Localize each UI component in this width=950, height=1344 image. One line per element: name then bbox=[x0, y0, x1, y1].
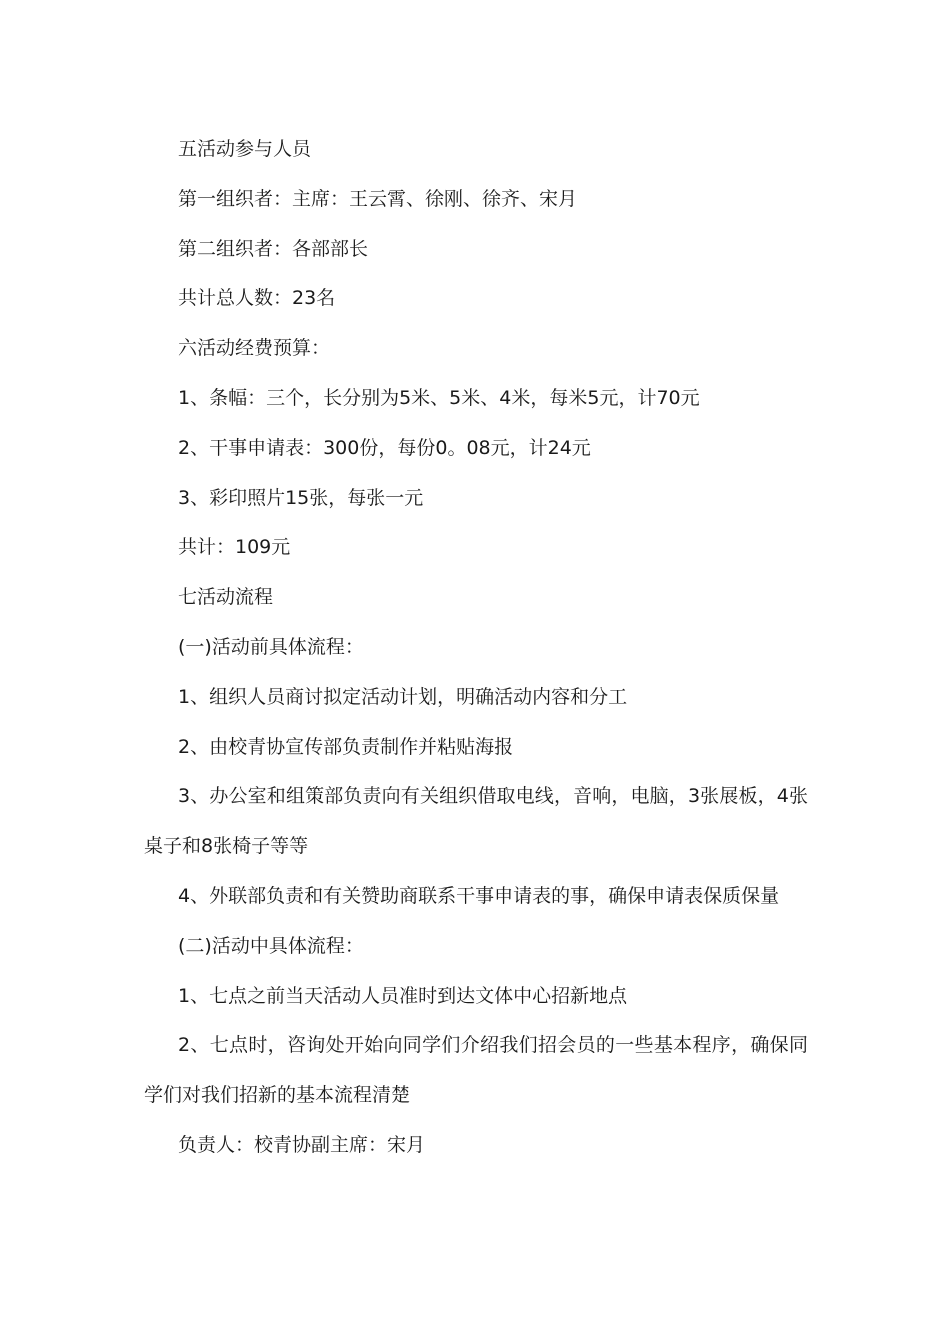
paragraph: 负责人：校青协副主席：宋月 bbox=[178, 1133, 426, 1156]
list-item: 1、七点之前当天活动人员准时到达文体中心招新地点 bbox=[178, 984, 628, 1007]
list-item: 2、由校青协宣传部负责制作并粘贴海报 bbox=[178, 735, 514, 758]
list-item: 2、七点时，咨询处开始向同学们介绍我们招会员的一些基本程序，确保同学们对我们招新的基本流程清楚 bbox=[144, 1034, 808, 1107]
list-item: 3、办公室和组策部负责向有关组织借取电线，音响，电脑，3张展板，4张桌子和8张椅子等等 bbox=[144, 785, 808, 858]
list-item: 2、干事申请表：300份，每份0。08元，计24元 bbox=[178, 436, 591, 459]
section-heading-budget: 六活动经费预算： bbox=[178, 337, 331, 360]
section-heading-participants: 五活动参与人员 bbox=[178, 138, 312, 160]
document-body bbox=[144, 125, 808, 1171]
subsection-heading: (一)活动前具体流程： bbox=[178, 635, 364, 658]
list-item: 1、条幅：三个，长分别为5米、5米、4米，每米5元，计70元 bbox=[178, 386, 700, 409]
paragraph: 第二组织者：各部部长 bbox=[178, 237, 369, 260]
list-item: 1、组织人员商讨拟定活动计划，明确活动内容和分工 bbox=[178, 685, 628, 708]
paragraph: 共计总人数：23名 bbox=[178, 287, 336, 310]
subsection-heading: (二)活动中具体流程： bbox=[178, 934, 364, 957]
paragraph: 第一组织者：主席：王云霄、徐刚、徐齐、宋月 bbox=[178, 187, 578, 210]
paragraph: 共计：109元 bbox=[178, 536, 291, 559]
list-item: 4、外联部负责和有关赞助商联系干事申请表的事，确保申请表保质保量 bbox=[178, 884, 780, 907]
list-item: 3、彩印照片15张，每张一元 bbox=[178, 486, 424, 509]
section-heading-process: 七活动流程 bbox=[178, 586, 274, 609]
